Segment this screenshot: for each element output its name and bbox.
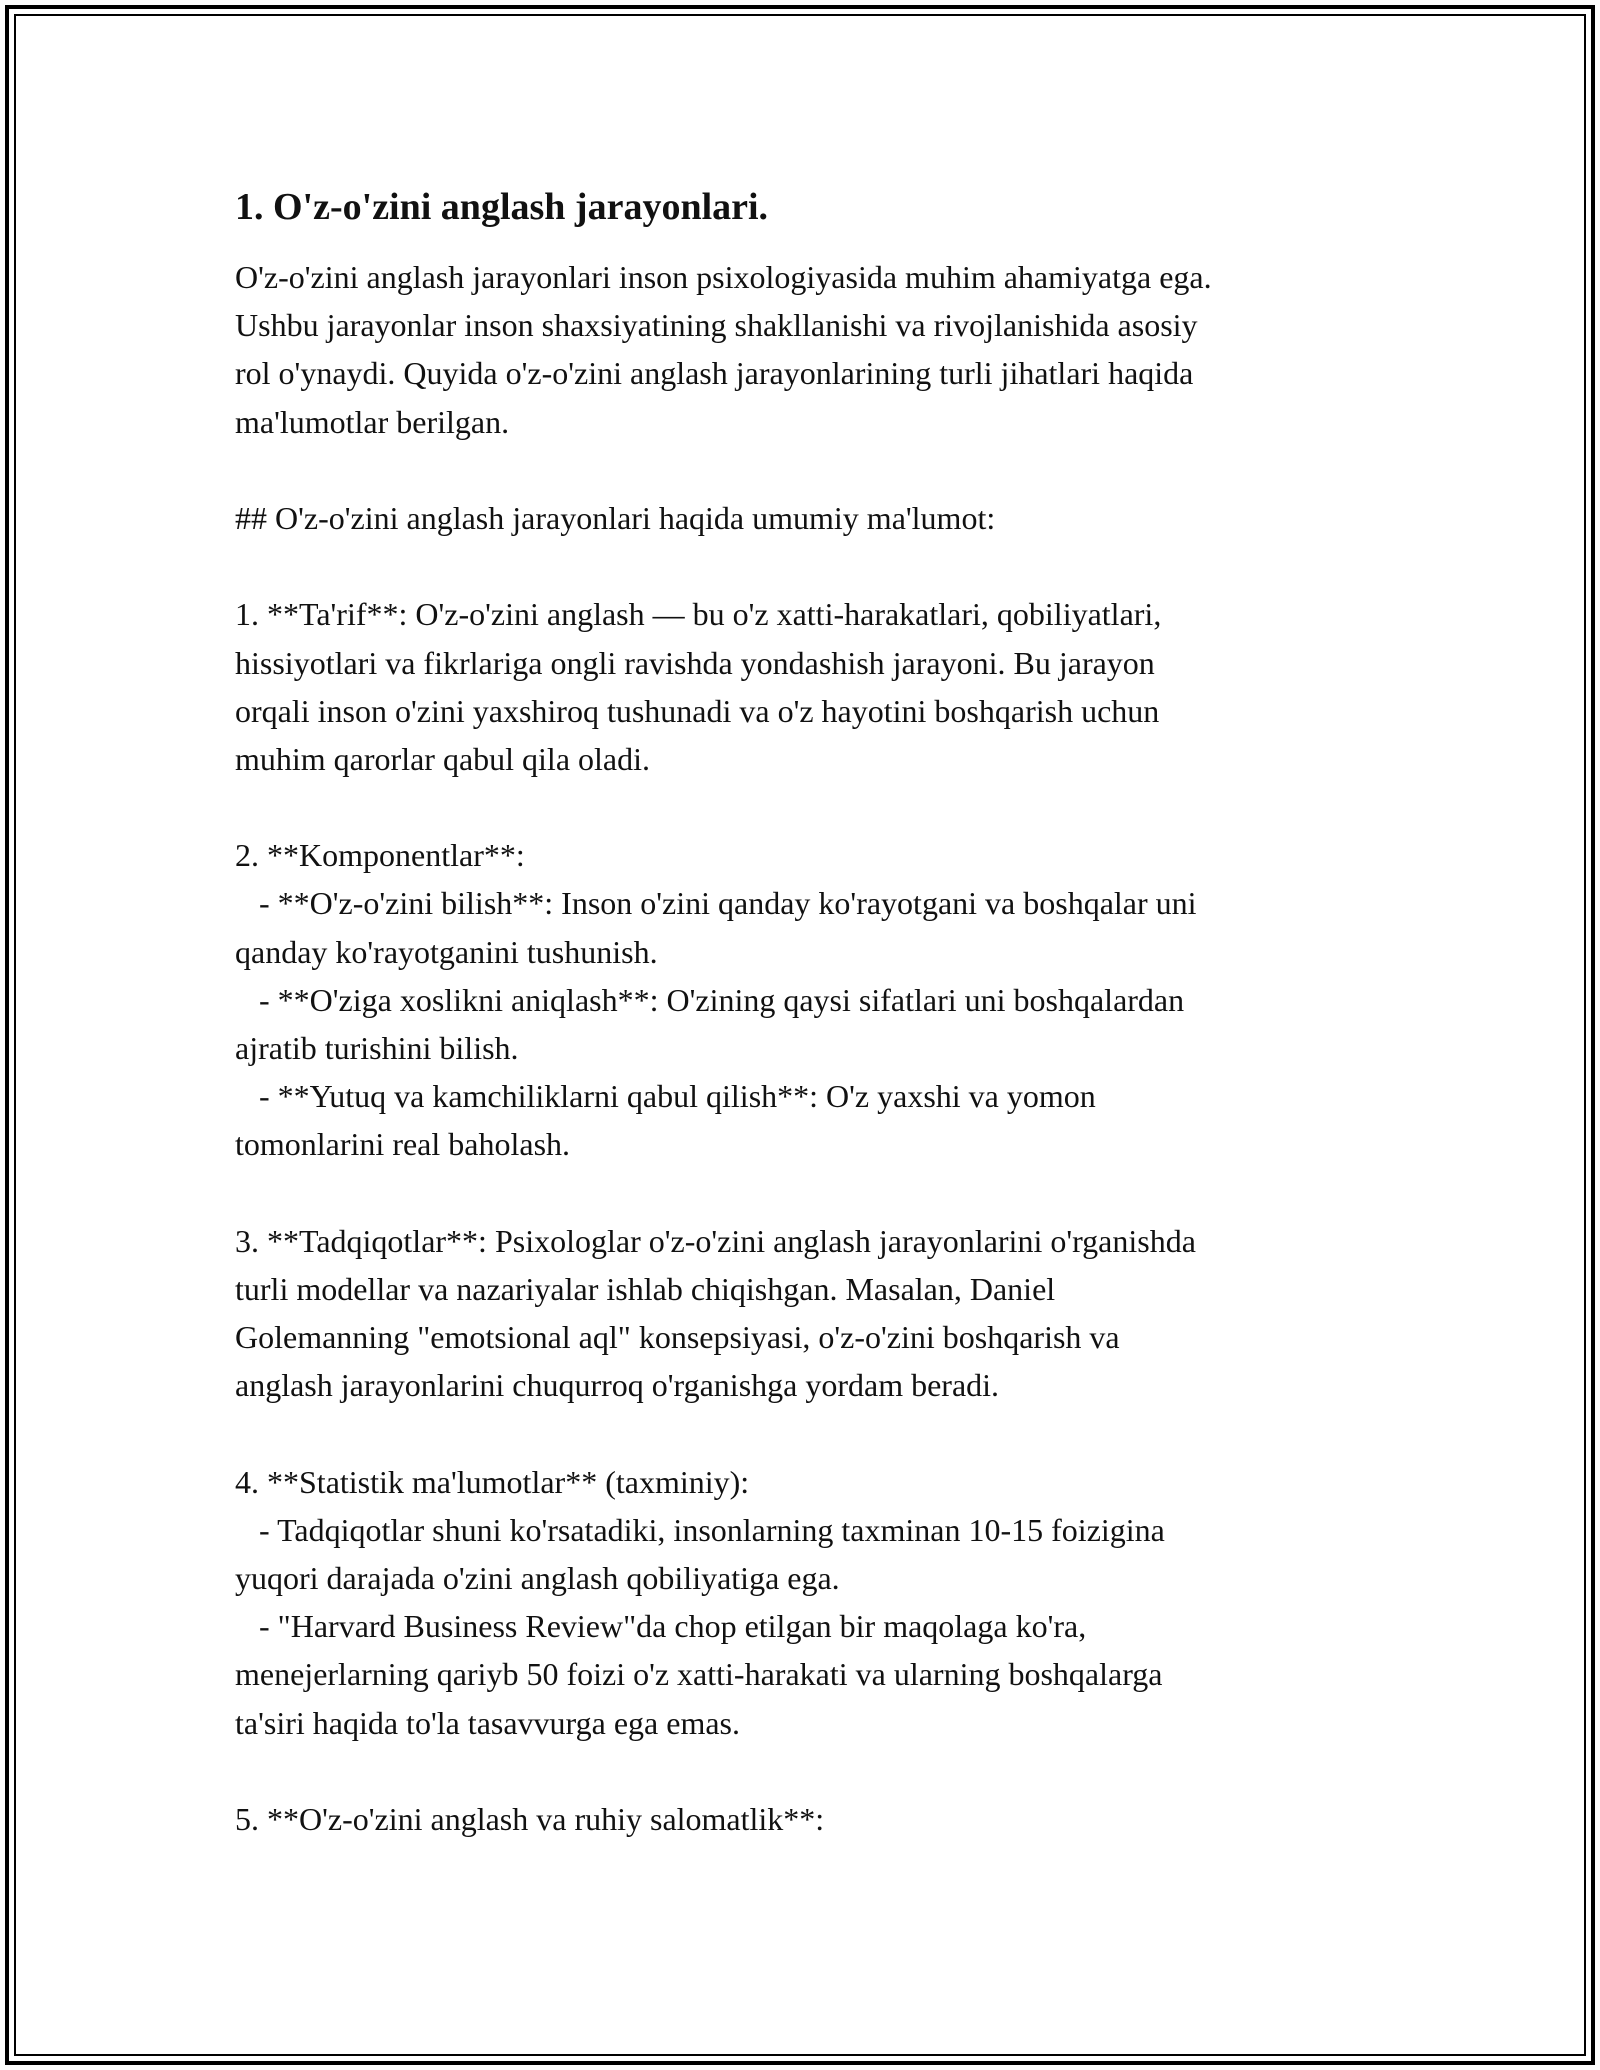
text-line: Ushbu jarayonlar inson shaxsiyatining shakllanishi va rivojlanishida asosiy <box>235 307 1198 344</box>
text-line: - Tadqiqotlar shuni ko'rsatadiki, insonlarning taxminan 10-15 foizigina <box>235 1511 1165 1548</box>
paragraph-spacer <box>235 1169 1375 1217</box>
text-line: tomonlarini real baholash. <box>235 1126 571 1163</box>
text-line: ## O'z-o'zini anglash jarayonlari haqida umumiy ma'lumot: <box>235 499 996 536</box>
text-line: - **O'ziga xoslikni aniqlash**: O'zining qaysi sifatlari uni boshqalardan <box>235 981 1185 1018</box>
paragraph-block <box>235 1217 1375 1410</box>
paragraph-block <box>235 253 1375 446</box>
text-line: - **Yutuq va kamchiliklarni qabul qilish**: O'z yaxshi va yomon <box>235 1078 1096 1115</box>
text-line: anglash jarayonlarini chuqurroq o'rganishga yordam beradi. <box>235 1367 1000 1404</box>
paragraph-spacer <box>235 1747 1375 1795</box>
paragraph-block <box>235 494 1375 542</box>
text-line: Golemanning "emotsional aql" konsepsiyasi, o'z-o'zini boshqarish va <box>235 1319 1120 1356</box>
paragraph-block <box>235 831 1375 1168</box>
text-line: 2. **Komponentlar**: <box>235 837 525 874</box>
text-line: muhim qarorlar qabul qila oladi. <box>235 740 650 777</box>
paragraph-block <box>235 590 1375 783</box>
paragraph-spacer <box>235 783 1375 831</box>
text-line: turli modellar va nazariyalar ishlab chiqishgan. Masalan, Daniel <box>235 1270 1056 1307</box>
document-blocks <box>235 253 1375 1843</box>
text-line: menejerlarning qariyb 50 foizi o'z xatti-harakati va ularning boshqalarga <box>235 1656 1163 1693</box>
document-heading: 1. O'z-o'zini anglash jarayonlari. <box>235 186 769 228</box>
text-line: - "Harvard Business Review"da chop etilgan bir maqolaga ko'ra, <box>235 1608 1087 1645</box>
text-line: O'z-o'zini anglash jarayonlari inson psixologiyasida muhim ahamiyatga ega. <box>235 259 1212 295</box>
text-line: qanday ko'rayotganini tushunish. <box>235 933 658 970</box>
text-line: ma'lumotlar berilgan. <box>235 403 510 440</box>
paragraph-spacer <box>235 446 1375 494</box>
paragraph-block <box>235 1795 1375 1843</box>
text-line: rol o'ynaydi. Quyida o'z-o'zini anglash jarayonlarining turli jihatlari haqida <box>235 355 1194 392</box>
paragraph-spacer <box>235 542 1375 590</box>
text-line: yuqori darajada o'zini anglash qobiliyatiga ega. <box>235 1560 840 1597</box>
text-line: 1. **Ta'rif**: O'z-o'zini anglash — bu o'z xatti-harakatlari, qobiliyatlari, <box>235 596 1162 633</box>
paragraph-spacer <box>235 1410 1375 1458</box>
text-line: 4. **Statistik ma'lumotlar** (taxminiy): <box>235 1463 750 1500</box>
paragraph-block <box>235 1458 1375 1747</box>
text-line: 3. **Tadqiqotlar**: Psixologlar o'z-o'zini anglash jarayonlarini o'rganishda <box>235 1222 1196 1259</box>
text-line: orqali inson o'zini yaxshiroq tushunadi va o'z hayotini boshqarish uchun <box>235 692 1160 729</box>
text-line: ta'siri haqida to'la tasavvurga ega emas. <box>235 1704 740 1741</box>
text-line: - **O'z-o'zini bilish**: Inson o'zini qanday ko'rayotgani va boshqalar uni <box>235 885 1197 922</box>
text-line: hissiyotlari va fikrlariga ongli ravishda yondashish jarayoni. Bu jarayon <box>235 644 1155 681</box>
text-line: 5. **O'z-o'zini anglash va ruhiy salomatlik**: <box>235 1801 825 1837</box>
document-body <box>235 183 1375 1843</box>
text-line: ajratib turishini bilish. <box>235 1030 519 1066</box>
